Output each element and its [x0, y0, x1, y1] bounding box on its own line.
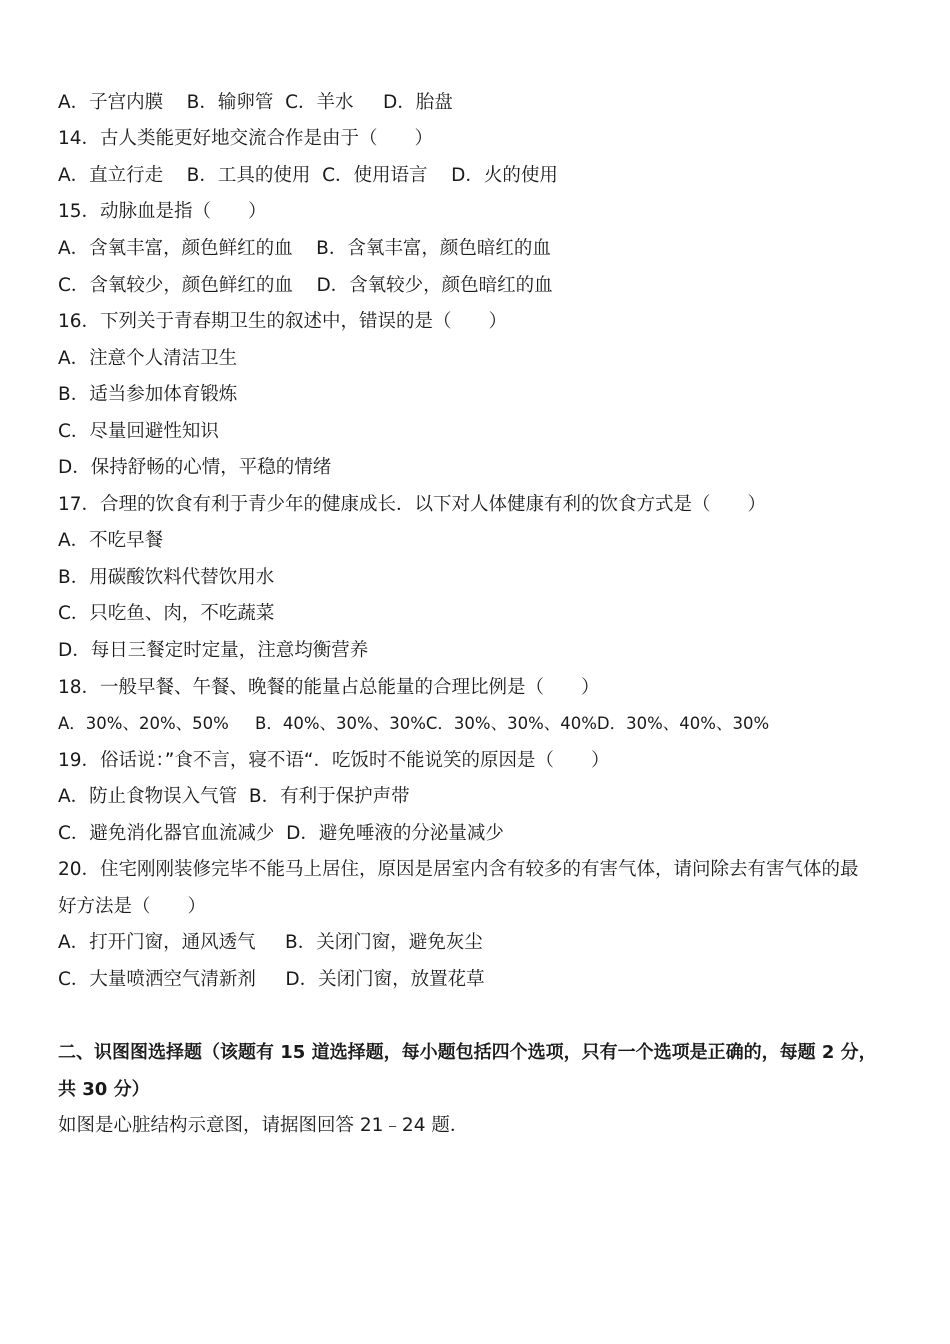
q20-stem-line1: 20．住宅刚刚装修完毕不能马上居住，原因是居室内含有较多的有害气体，请问除去有害气体的最 [58, 859, 859, 880]
q17-option-d: D．每日三餐定时定量，注意均衡营养 [58, 640, 369, 661]
section-heading-line2: 共 30 分） [58, 1079, 150, 1100]
section-heading-line1: 二、识图图选择题（该题有 15 道选择题，每小题包括四个选项，只有一个选项是正确的，每题 2 分， [58, 1042, 877, 1063]
q15-stem: 15．动脉血是指（ ） [58, 201, 267, 222]
section-intro: 如图是心脏结构示意图，请据图回答 21﹣24 题． [58, 1115, 469, 1136]
q17-option-b: B．用碳酸饮料代替饮用水 [58, 567, 275, 588]
q20-options-ab: A．打开门窗，通风透气 B．关闭门窗，避免灰尘 [58, 932, 483, 953]
q16-option-c: C．尽量回避性知识 [58, 421, 219, 442]
q17-stem: 17．合理的饮食有利于青少年的健康成长．以下对人体健康有利的饮食方式是（ ） [58, 494, 767, 515]
q16-option-a: A．注意个人清洁卫生 [58, 348, 238, 369]
q19-options-cd: C．避免消化器官血流减少 D．避免唾液的分泌量减少 [58, 823, 504, 844]
q15-options-ab: A．含氧丰富，颜色鲜红的血 B．含氧丰富，颜色暗红的血 [58, 238, 551, 259]
q19-stem: 19．俗话说：”食不言，寝不语“．吃饭时不能说笑的原因是（ ） [58, 750, 610, 771]
q17-option-a: A．不吃早餐 [58, 530, 164, 551]
q13-options: A．子宫内膜 B．输卵管 C．羊水 D．胎盘 [58, 92, 453, 113]
q20-options-cd: C．大量喷洒空气清新剂 D．关闭门窗，放置花草 [58, 969, 485, 990]
q16-option-b: B．适当参加体育锻炼 [58, 384, 238, 405]
q17-option-c: C．只吃鱼、肉，不吃蔬菜 [58, 603, 275, 624]
q16-option-d: D．保持舒畅的心情，平稳的情绪 [58, 457, 332, 478]
q14-stem: 14．古人类能更好地交流合作是由于（ ） [58, 128, 434, 149]
q16-stem: 16．下列关于青春期卫生的叙述中，错误的是（ ） [58, 311, 508, 332]
q18-options: A．30%、20%、50% B．40%、30%、30%C．30%、30%、40%D．30%、40%、30% [58, 714, 770, 733]
q19-options-ab: A．防止食物误入气管 B．有利于保护声带 [58, 786, 410, 807]
q14-options: A．直立行走 B．工具的使用 C．使用语言 D．火的使用 [58, 165, 558, 186]
q18-stem: 18．一般早餐、午餐、晚餐的能量占总能量的合理比例是（ ） [58, 677, 600, 698]
q20-stem-line2: 好方法是（ ） [58, 896, 207, 917]
q15-options-cd: C．含氧较少，颜色鲜红的血 D．含氧较少，颜色暗红的血 [58, 275, 553, 296]
